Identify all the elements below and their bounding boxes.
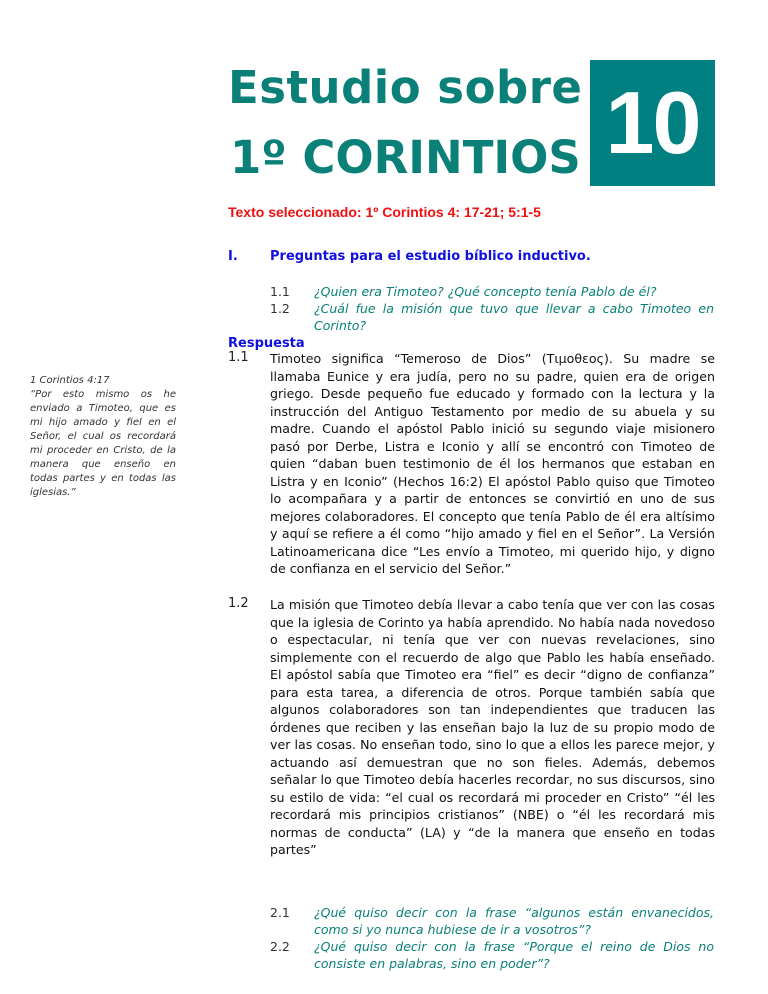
- question-number: 2.2: [270, 939, 290, 954]
- sidebar-quote: “Por esto mismo os he enviado a Timoteo, que es mi hijo amado y fiel en el Señor, el cual os recordará mi proceder en Cristo, de la manera que enseño en todas partes y en todas las iglesias.”: [30, 389, 176, 498]
- question-text: ¿Qué quiso decir con la frase “Porque el reino de Dios no consiste en palabras, sino en poder”?: [314, 939, 714, 971]
- answer-paragraph: La misión que Timoteo debía llevar a cabo tenía que ver con las cosas que la iglesia de Corinto ya había aprendido. No había nada novedoso o espectacular, ni tenía que ver con nuevas revelaciones, sino simplemente con el recuerdo de algo que Pablo les había enseñado. El apóstol sabía que Timoteo era “fiel” es decir “digno de confianza” para esta tarea, a diferencia de otros. Porque también sabía que algunos colaboradores son tan independientes que traducen las órdenes que reciben y las enseñan bajo la luz de su propio modo de ver las cosas. No enseñan todo, sino lo que a ellos les parece mejor, y actuando así demuestran que no son fieles. Además, debemos señalar lo que Timoteo debía hacerles recordar, no sus discursos, sino su estilo de vida: “el cual os recordará mi proceder en Cristo” “él les recordará mis principios cristianos” (NBE) o “él les recordará mis normas de conducta” (LA) y “de la manera que enseño en todas partes”: [270, 597, 715, 857]
- question-text: ¿Cuál fue la misión que tuvo que llevar a cabo Timoteo en Corinto?: [314, 301, 714, 333]
- answer-number: 1.1: [228, 350, 249, 365]
- question-text: ¿Quien era Timoteo? ¿Qué concepto tenía Pablo de él?: [314, 284, 657, 299]
- answer-label: Respuesta: [228, 336, 305, 351]
- question-text: ¿Qué quiso decir con la frase “algunos están envanecidos, como si yo nunca hubiese de ir a vosotros”?: [314, 905, 714, 937]
- sidebar-reference: 1 Corintios 4:17: [30, 375, 110, 386]
- sidebar-note: [30, 374, 176, 500]
- question-number: 1.1: [270, 284, 290, 299]
- study-number-badge: 10: [590, 60, 715, 186]
- question-list: [270, 284, 720, 334]
- title-line-2: 1º CORINTIOS: [230, 131, 581, 184]
- answer-number: 1.2: [228, 596, 249, 611]
- section-number: I.: [228, 249, 238, 264]
- answer-paragraph: Timoteo significa “Temeroso de Dios” (Τιμοθεος). Su madre se llamaba Eunice y era judía, pero no su padre, quien era de origen griego. Desde pequeño fue educado y formado con la lectura y la instrucción del Antiguo Testamento por medio de su abuela y su madre. Cuando el apóstol Pablo inició su segundo viaje misionero pasó por Derbe, Listra e Iconio y allí se encontró con Timoteo de quien “daban buen testimonio de él los hermanos que estaban en Listra y en Iconio” (Hechos 16:2) El apóstol Pablo quiso que Timoteo lo acompañara y a partir de entonces se convirtió en uno de sus mejores colaboradores. El concepto que tenía Pablo de él era altísimo y aquí se refiere a él como “hijo amado y fiel en el Señor”. La Versión Latinoamericana dice “Les envío a Timoteo, mi querido hijo, y digno de confianza en el servicio del Señor.”: [270, 351, 715, 576]
- question-list-2: [270, 905, 720, 985]
- question-number: 1.2: [270, 301, 290, 316]
- title-line-1: Estudio sobre: [228, 61, 583, 114]
- selected-text: Texto seleccionado: 1º Corintios 4: 17-21; 5:1-5: [228, 204, 541, 220]
- section-heading: [228, 249, 591, 264]
- question-number: 2.1: [270, 905, 290, 920]
- section-title: Preguntas para el estudio bíblico inductivo.: [270, 249, 591, 264]
